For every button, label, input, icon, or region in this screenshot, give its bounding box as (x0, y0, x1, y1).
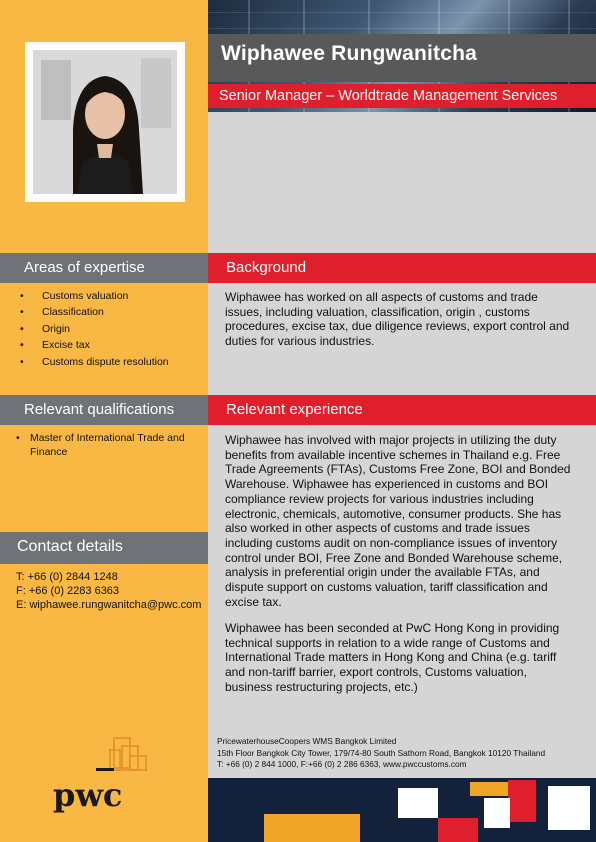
profile-photo (33, 50, 177, 194)
title-banner (208, 84, 596, 108)
list-item: • Excise tax (0, 337, 208, 353)
list-item: • Customs dispute resolution (0, 354, 208, 370)
background-heading-bar (208, 253, 596, 283)
person-title: Senior Manager – Worldtrade Management Services (219, 88, 558, 104)
expertise-heading: Areas of expertise (24, 259, 145, 276)
person-name: Wiphawee Rungwanitcha (221, 42, 478, 65)
list-item: • Classification (0, 304, 208, 320)
footer-street: 15th Floor Bangkok City Tower, 179/74-80 South Sathorn Road, Bangkok 10120 Thailand (217, 747, 546, 758)
list-item: • Origin (0, 321, 208, 337)
list-item: • Master of International Trade and Finance (0, 431, 190, 459)
qualifications-heading: Relevant qualifications (24, 401, 175, 418)
expertise-list (0, 288, 208, 370)
experience-heading: Relevant experience (226, 401, 363, 418)
footer-background-image (208, 778, 596, 842)
experience-paragraph-1: Wiphawee has involved with major projects in utilizing the duty benefits from available incentive schemes in Thailand e.g. Free Trade Agreements (FTAs), Customs Free Zone, BOI and Bonded Warehouse. Wiphawee has experienced in customs and BOI compliance review projects for various industries including electronic, chemicals, automotive, consumer products. She has also worked in other aspects of customs and trade issues including customs audit on non-compliance issues of inventory control under BOI, Free Zone and Bonded Warehouse scheme, analysis in preferential origin under the available FTAs, and dispute support on customs valuation, tariff classification and excise tax. (225, 433, 571, 609)
contact-heading: Contact details (17, 538, 123, 555)
pwc-logo-text: pwc (53, 776, 123, 814)
list-item: • Customs valuation (0, 288, 208, 304)
experience-paragraph-2: Wiphawee has been seconded at PwC Hong Kong in providing technical supports in relation to a wide range of Customs and International Trade matters in Hong Kong and China (e.g. tariff and non-tariff barrier, export controls, Customs valuation, business restructuring projects, etc.) (225, 621, 560, 694)
contact-phone: T: +66 (0) 2844 1248 (16, 571, 118, 583)
footer-contact: T: +66 (0) 2 844 1000, F:+66 (0) 2 286 6363, www.pwccustoms.com (217, 759, 467, 769)
contact-fax: F: +66 (0) 2283 6363 (16, 585, 120, 598)
qualifications-list (0, 431, 190, 459)
name-banner (208, 34, 596, 82)
contact-email: E: wiphawee.rungwanitcha@pwc.com (16, 599, 202, 612)
experience-heading-bar (208, 395, 596, 425)
profile-photo-frame (25, 42, 185, 202)
footer-company: PricewaterhouseCoopers WMS Bangkok Limited (217, 736, 397, 746)
footer-address (217, 736, 545, 771)
contact-heading-bar (0, 532, 208, 564)
contact-details (16, 570, 201, 613)
pwc-logo-icon (52, 736, 152, 816)
background-heading: Background (226, 259, 307, 276)
expertise-heading-bar (0, 253, 208, 283)
background-text: Wiphawee has worked on all aspects of customs and trade issues, including valuation, classification, origin , customs procedures, excise tax, due diligence reviews, export control and duties for various industries. (225, 290, 570, 349)
qualifications-heading-bar (0, 395, 208, 425)
